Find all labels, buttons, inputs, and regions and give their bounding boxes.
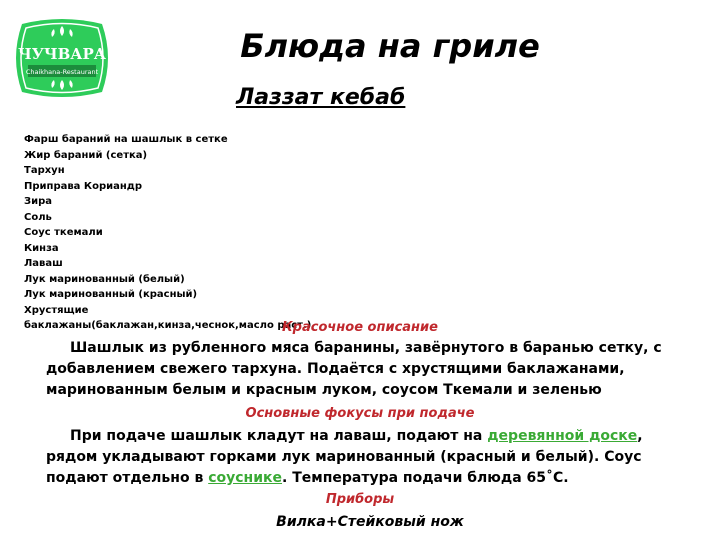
page-title: Блюда на гриле	[240, 27, 540, 65]
ingredient-item: Кинза	[24, 242, 59, 254]
description-text	[46, 338, 686, 401]
wooden-board-link[interactable]: деревянной доске	[487, 428, 638, 444]
dish-name: Лаззат кебаб	[236, 85, 406, 110]
description-body: Шашлык из рубленного мяса баранины, завёрнутого в баранью сетку, с добавлением свежего тархуна. Подаётся с хрустящими баклажанами, маринованным белым и красным луком, соусом Ткемали и зеленью	[46, 340, 662, 398]
ingredient-item: Лук маринованный (красный)	[24, 289, 198, 300]
description-heading: Красочное описание	[282, 320, 438, 335]
serving-text-middle: , рядом укладывают горками лук маринованный (красный и белый). Соус подают отдельно в	[46, 428, 643, 486]
tools-heading: Приборы	[325, 492, 395, 507]
ingredient-item: Лук маринованный (белый)	[24, 273, 185, 285]
ingredient-item: Фарш бараний на шашлык в сетке	[24, 134, 228, 145]
sauce-boat-link[interactable]: соуснике	[208, 470, 283, 486]
ingredient-item: Зира	[24, 196, 53, 207]
ingredient-item: Лаваш	[24, 258, 63, 269]
serving-text-before: При подаче шашлык кладут на лаваш, подают на	[70, 428, 488, 444]
ingredient-item: Приправа Кориандр	[24, 180, 143, 192]
ingredient-item: Соль	[24, 211, 52, 223]
serving-text-after: . Температура подачи блюда 65˚С.	[282, 470, 569, 486]
ingredient-item: Жир бараний (сетка)	[24, 149, 148, 161]
logo-name: ЧУЧВАРА	[18, 45, 106, 63]
tools-text: Вилка+Стейковый нож	[276, 514, 464, 530]
ingredients-list	[24, 132, 324, 334]
serving-heading: Основные фокусы при подаче	[245, 406, 475, 421]
ingredient-item: Соус ткемали	[24, 227, 103, 238]
ingredient-item: Тархун	[24, 165, 65, 176]
serving-text	[46, 426, 686, 489]
logo-tagline: Chaikhana-Restaurant	[25, 68, 99, 76]
ingredient-item: Хрустящие баклажаны(баклажан,кинза,чеснок,масло раст.)	[24, 304, 312, 331]
